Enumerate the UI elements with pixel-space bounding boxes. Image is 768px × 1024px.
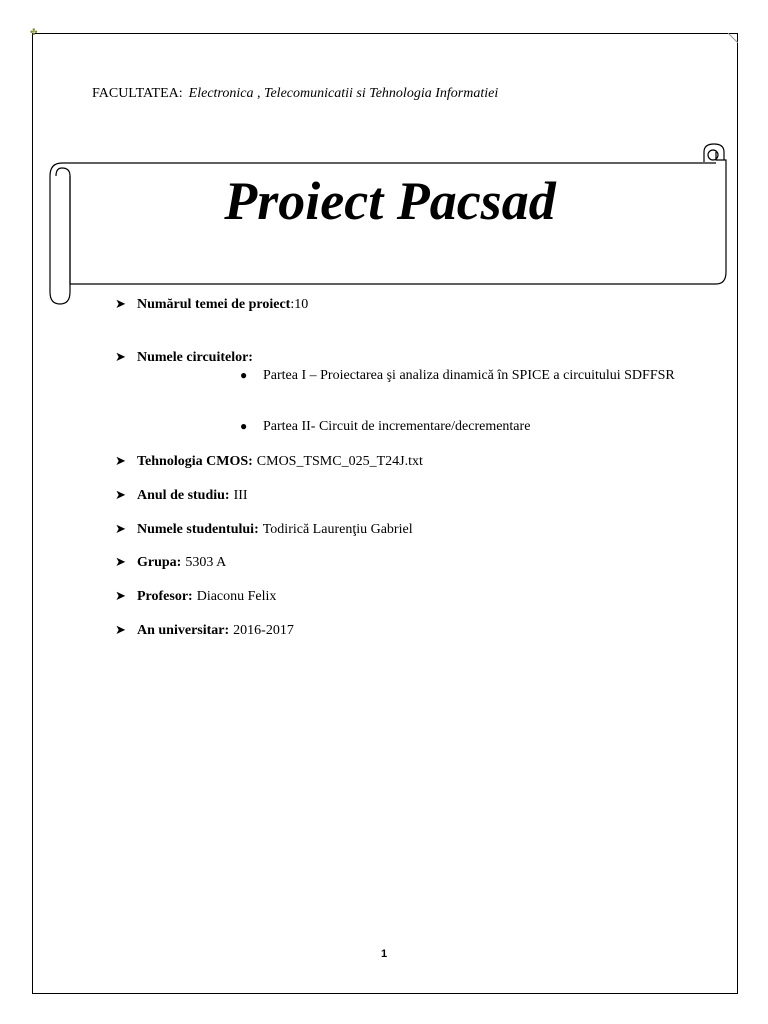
dot-bullet-icon: ● — [240, 368, 248, 382]
circuit-part-text: Partea II- Circuit de incrementare/decrementare — [263, 419, 531, 434]
arrow-bullet-icon: ➤ — [115, 453, 126, 468]
arrow-bullet-icon: ➤ — [115, 296, 126, 311]
info-group — [115, 554, 226, 571]
page-corner-fold-icon — [728, 33, 738, 43]
arrow-bullet-icon: ➤ — [115, 487, 126, 502]
info-value: :10 — [290, 297, 309, 312]
info-value: CMOS_TSMC_025_T24J.txt — [256, 454, 423, 469]
page-number: 1 — [380, 948, 388, 960]
info-label: Anul de studiu: — [137, 488, 230, 503]
info-label: Numărul temei de proiect — [137, 297, 291, 312]
info-value: III — [233, 488, 248, 503]
info-value: Diaconu Felix — [196, 589, 277, 604]
arrow-bullet-icon: ➤ — [115, 349, 126, 364]
info-value: 5303 A — [185, 555, 227, 570]
faculty-line — [92, 86, 498, 102]
info-label: Numele circuitelor: — [137, 350, 253, 365]
faculty-value: Electronica , Telecomunicatii si Tehnologia Informatiei — [188, 86, 499, 101]
corner-mark-icon: ✤ — [30, 27, 38, 37]
info-study-year — [115, 487, 248, 504]
arrow-bullet-icon: ➤ — [115, 554, 126, 569]
info-label: An universitar: — [137, 623, 230, 638]
info-value: Todirică Laurenţiu Gabriel — [262, 522, 413, 537]
info-student — [115, 521, 413, 538]
banner-title: Proiect Pacsad — [224, 171, 556, 231]
circuit-part-item — [240, 368, 680, 384]
info-value: 2016-2017 — [233, 623, 294, 638]
dot-bullet-icon: ● — [240, 419, 248, 433]
circuit-part-item — [240, 419, 680, 435]
info-professor — [115, 588, 276, 605]
faculty-label: FACULTATEA: — [92, 86, 183, 101]
arrow-bullet-icon: ➤ — [115, 622, 126, 637]
arrow-bullet-icon: ➤ — [115, 521, 126, 536]
info-label: Profesor: — [137, 589, 193, 604]
arrow-bullet-icon: ➤ — [115, 588, 126, 603]
info-circuits — [115, 349, 253, 366]
info-technology — [115, 453, 423, 470]
info-theme-number — [115, 296, 308, 313]
info-academic-year — [115, 622, 294, 639]
info-label: Tehnologia CMOS: — [137, 454, 253, 469]
info-label: Numele studentului: — [137, 522, 259, 537]
circuit-part-text: Partea I – Proiectarea şi analiza dinamică în SPICE a circuitului SDFFSR — [263, 368, 675, 383]
info-label: Grupa: — [137, 555, 182, 570]
